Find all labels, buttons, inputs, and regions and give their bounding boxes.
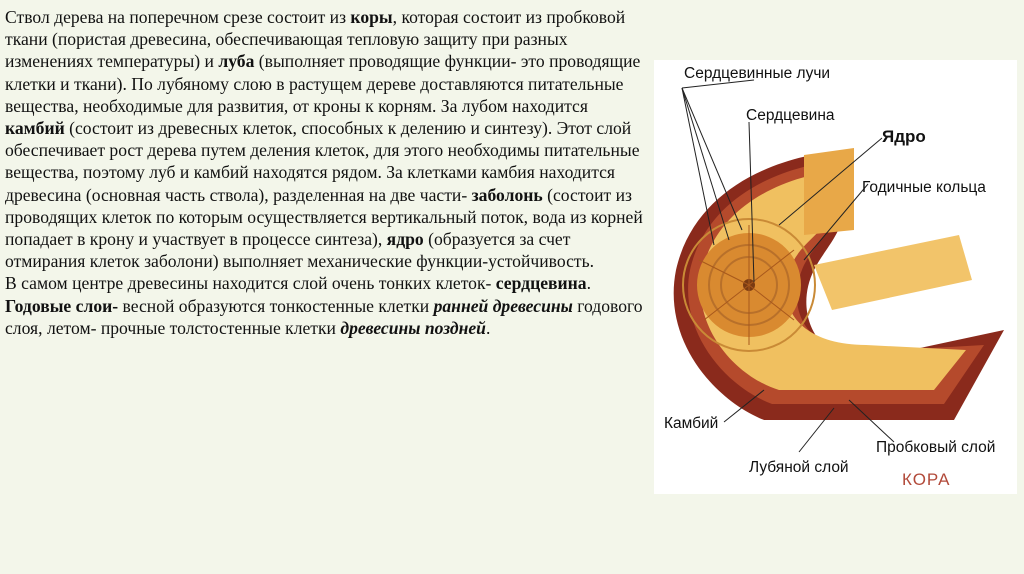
term: древесины поздней (340, 317, 486, 338)
label-core: Ядро (882, 127, 926, 146)
pith-sentence: В самом центре древесины находится слой очень тонких клеток- (5, 273, 496, 294)
term: коры (350, 7, 393, 27)
label-cork-layer: Пробковый слой (876, 439, 996, 456)
pith-paragraph (5, 272, 645, 294)
term: заболонь (471, 184, 543, 205)
pith-sentence-end: . (586, 273, 591, 294)
label-bast-layer: Лубяной слой (749, 459, 849, 476)
annual-rings-paragraph (5, 295, 645, 339)
main-paragraph (5, 6, 645, 272)
tree-cross-section-figure (654, 60, 1017, 494)
pith-term: сердцевина (495, 273, 587, 294)
label-bark: КОРА (902, 470, 951, 489)
label-cambium: Камбий (664, 415, 719, 432)
text-run: (образуется за счет отмирания клеток заболони) выполняет механические функции-устойчивость. (5, 229, 594, 272)
text-run: (состоит из древесных клеток, способных к делению и синтезу). Этот слой обеспечивает рост дерева путем деления клеток, для этого необходимы питательные вещества, поэтому луб и камбий находятся рядом. За клетками камбия находится древесина (основная часть ствола), разделенная на две части- (5, 118, 640, 205)
term: ранней древесины (433, 295, 573, 316)
label-pith: Сердцевина (746, 107, 835, 124)
label-medullary-rays: Сердцевинные лучи (684, 65, 831, 82)
text-run: годового слоя, летом- прочные толстостенные клетки (5, 295, 643, 338)
term: камбий (5, 118, 65, 139)
text-run: . (485, 317, 491, 338)
description-text (5, 6, 645, 339)
text-run: весной образуются тонкостенные клетки (118, 295, 434, 316)
text-run: (выполняет проводящие функции- это проводящие клетки и ткани). По лубяному слою в растущем дереве доставляются питательные вещества, необходимые для развития, от кроны к корням. За лубом находится (5, 51, 641, 116)
upper-slab (804, 148, 854, 235)
term: Годовые слои- (5, 295, 119, 316)
text-run: Ствол дерева на поперечном срезе состоит из (5, 7, 351, 27)
term: луба (218, 51, 255, 72)
mid-slab (814, 235, 972, 310)
term: ядро (386, 229, 424, 250)
tree-cross-section-diagram (654, 60, 1017, 494)
text-run: , которая состоит из пробковой ткани (пористая древесина, обеспечивающая тепловую защиту при разных изменениях температуры) и (5, 7, 626, 72)
label-annual-rings: Годичные кольца (862, 179, 986, 196)
text-run: (состоит из проводящих клеток по которым осуществляется вертикальный поток, вода из корней попадает в крону и участвует в процессе синтеза), (5, 184, 643, 250)
